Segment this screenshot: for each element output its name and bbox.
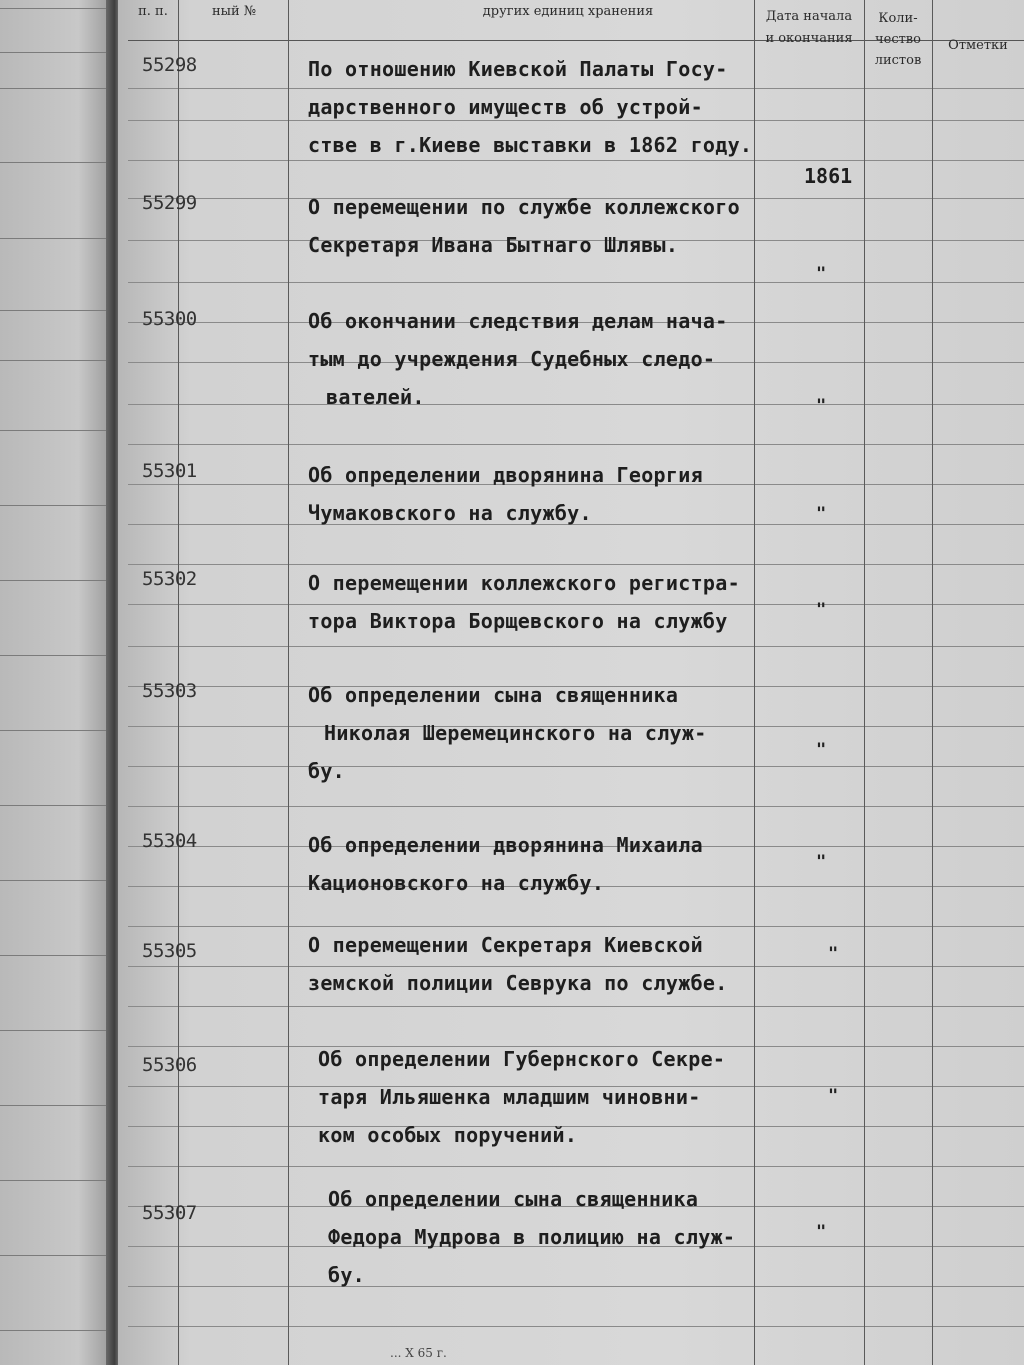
entry-description: Об определении дворянина Георгия Чумаковского на службу. [308, 463, 703, 525]
entry-number: 55301 [142, 460, 197, 482]
page-footer: ... Х 65 г. [390, 1346, 447, 1360]
entry-description: Об определении сына священника Федора Мудрова в полицию на служ- бу. [328, 1187, 736, 1287]
header-col-number: п. п. [138, 4, 168, 19]
entry-date-ditto: " [816, 264, 827, 284]
entry-date-ditto: " [816, 852, 827, 872]
entry-number: 55299 [142, 192, 197, 214]
entry-description: Об окончании следствия делам нача- тым до учреждения Судебных следо- вателей. [308, 309, 728, 409]
entry-date-ditto: " [816, 396, 827, 416]
entry-date-ditto: " [816, 600, 827, 620]
entry-date-ditto: " [816, 1222, 827, 1242]
entry-date-ditto: " [828, 1086, 839, 1106]
entry-description: О перемещении Секретаря Киевской земской полиции Севрука по службе. [308, 933, 728, 995]
entry-date-ditto: " [816, 504, 827, 524]
entry-number: 55303 [142, 680, 197, 702]
entry-description: Об определении дворянина Михаила Кационовского на службу. [308, 833, 703, 895]
entry-number: 55302 [142, 568, 197, 590]
entry-description: О перемещении коллежского регистра- тора Виктора Борщевского на службу [308, 571, 740, 633]
entry-number: 55307 [142, 1202, 197, 1224]
entry-number: 55305 [142, 940, 197, 962]
header-col-dates: Дата начала и окончания [765, 9, 853, 46]
entry-number: 55300 [142, 308, 197, 330]
left-page [0, 0, 112, 1365]
entry-number: 55298 [142, 54, 197, 76]
register-page [118, 0, 1024, 1365]
entry-description: По отношению Киевской Палаты Госу- дарственного имуществ об устрой- стве в г.Киеве выставки в 1862 году. [308, 57, 753, 157]
header-col-sheet-count: Коли- чество листов [874, 11, 922, 68]
entry-date-ditto: " [828, 944, 839, 964]
header-col-description: других единиц хранения [482, 4, 654, 19]
entry-number: 55304 [142, 830, 197, 852]
entry-description: О перемещении по службе коллежского Секретаря Ивана Бытнаго Шлявы. [308, 195, 740, 257]
entry-number: 55306 [142, 1054, 197, 1076]
header-col-archive-number: ный № [211, 4, 257, 19]
header-col-notes: Отметки [948, 38, 1008, 53]
entry-description: Об определении Губернского Секре- таря Ильяшенка младшим чиновни- ком особых поручений. [318, 1047, 726, 1147]
entry-description: Об определении сына священника Николая Шеремецинского на служ- бу. [308, 683, 707, 783]
entry-date-ditto: " [816, 740, 827, 760]
entry-date: 1861 [804, 164, 853, 188]
